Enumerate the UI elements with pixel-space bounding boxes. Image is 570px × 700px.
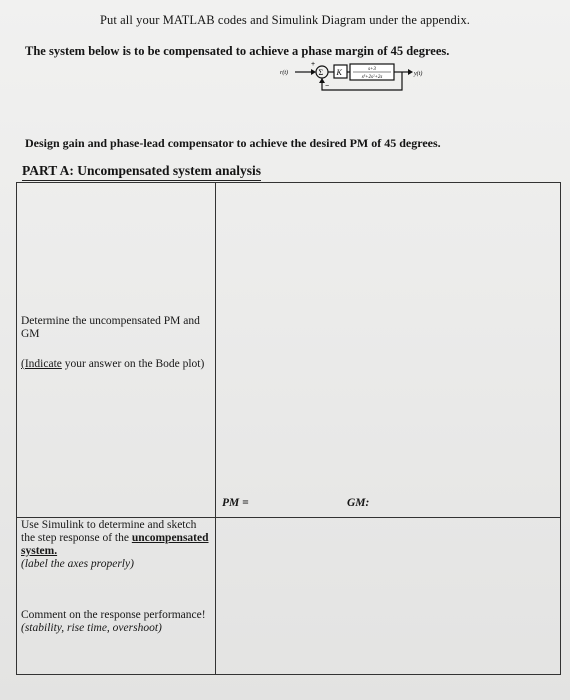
part-a-heading: PART A: Uncompensated system analysis [22, 163, 261, 181]
input-arrowhead [311, 69, 316, 75]
output-arrowhead [408, 69, 413, 75]
gm-label: GM: [347, 497, 370, 509]
comment-text: Comment on the response performance! [21, 609, 206, 621]
comment-prompt [21, 609, 211, 635]
input-signal-label: r(t) [280, 70, 288, 76]
plant-denominator: s³+2s²+2s [361, 75, 383, 80]
gain-label: K [336, 68, 342, 77]
indicate-link[interactable]: (Indicate [21, 358, 62, 370]
minus-sign: − [325, 83, 330, 90]
sum-symbol: Σ [318, 68, 324, 77]
label-axes-hint: (label the axes properly) [21, 558, 134, 570]
bode-note [21, 358, 211, 371]
appendix-instruction: Put all your MATLAB codes and Simulink Diagram under the appendix. [99, 13, 471, 27]
column-divider [215, 183, 216, 674]
pm-gm-prompt: Determine the uncompensated PM and GM [21, 315, 200, 340]
design-task: Design gain and phase-lead compensator to achieve the desired PM of 45 degrees. [25, 136, 441, 150]
analysis-table [16, 182, 561, 675]
pm-label: PM = [222, 497, 249, 509]
bode-note-rest: your answer on the Bode plot) [61, 358, 205, 370]
system-statement: The system below is to be compensated to achieve a phase margin of 45 degrees. [25, 44, 450, 58]
uncompensated-system-emphasis: uncompensated system. [21, 532, 209, 557]
plant-numerator: s+3 [368, 67, 376, 72]
block-diagram [280, 60, 440, 96]
comment-hint: (stability, rise time, overshoot) [21, 622, 162, 634]
output-signal-label: y(t) [414, 71, 423, 77]
simulink-prompt-text: Use Simulink to determine and sketch the step response of the [21, 519, 197, 544]
plus-sign: + [311, 61, 316, 68]
simulink-prompt [21, 519, 211, 571]
